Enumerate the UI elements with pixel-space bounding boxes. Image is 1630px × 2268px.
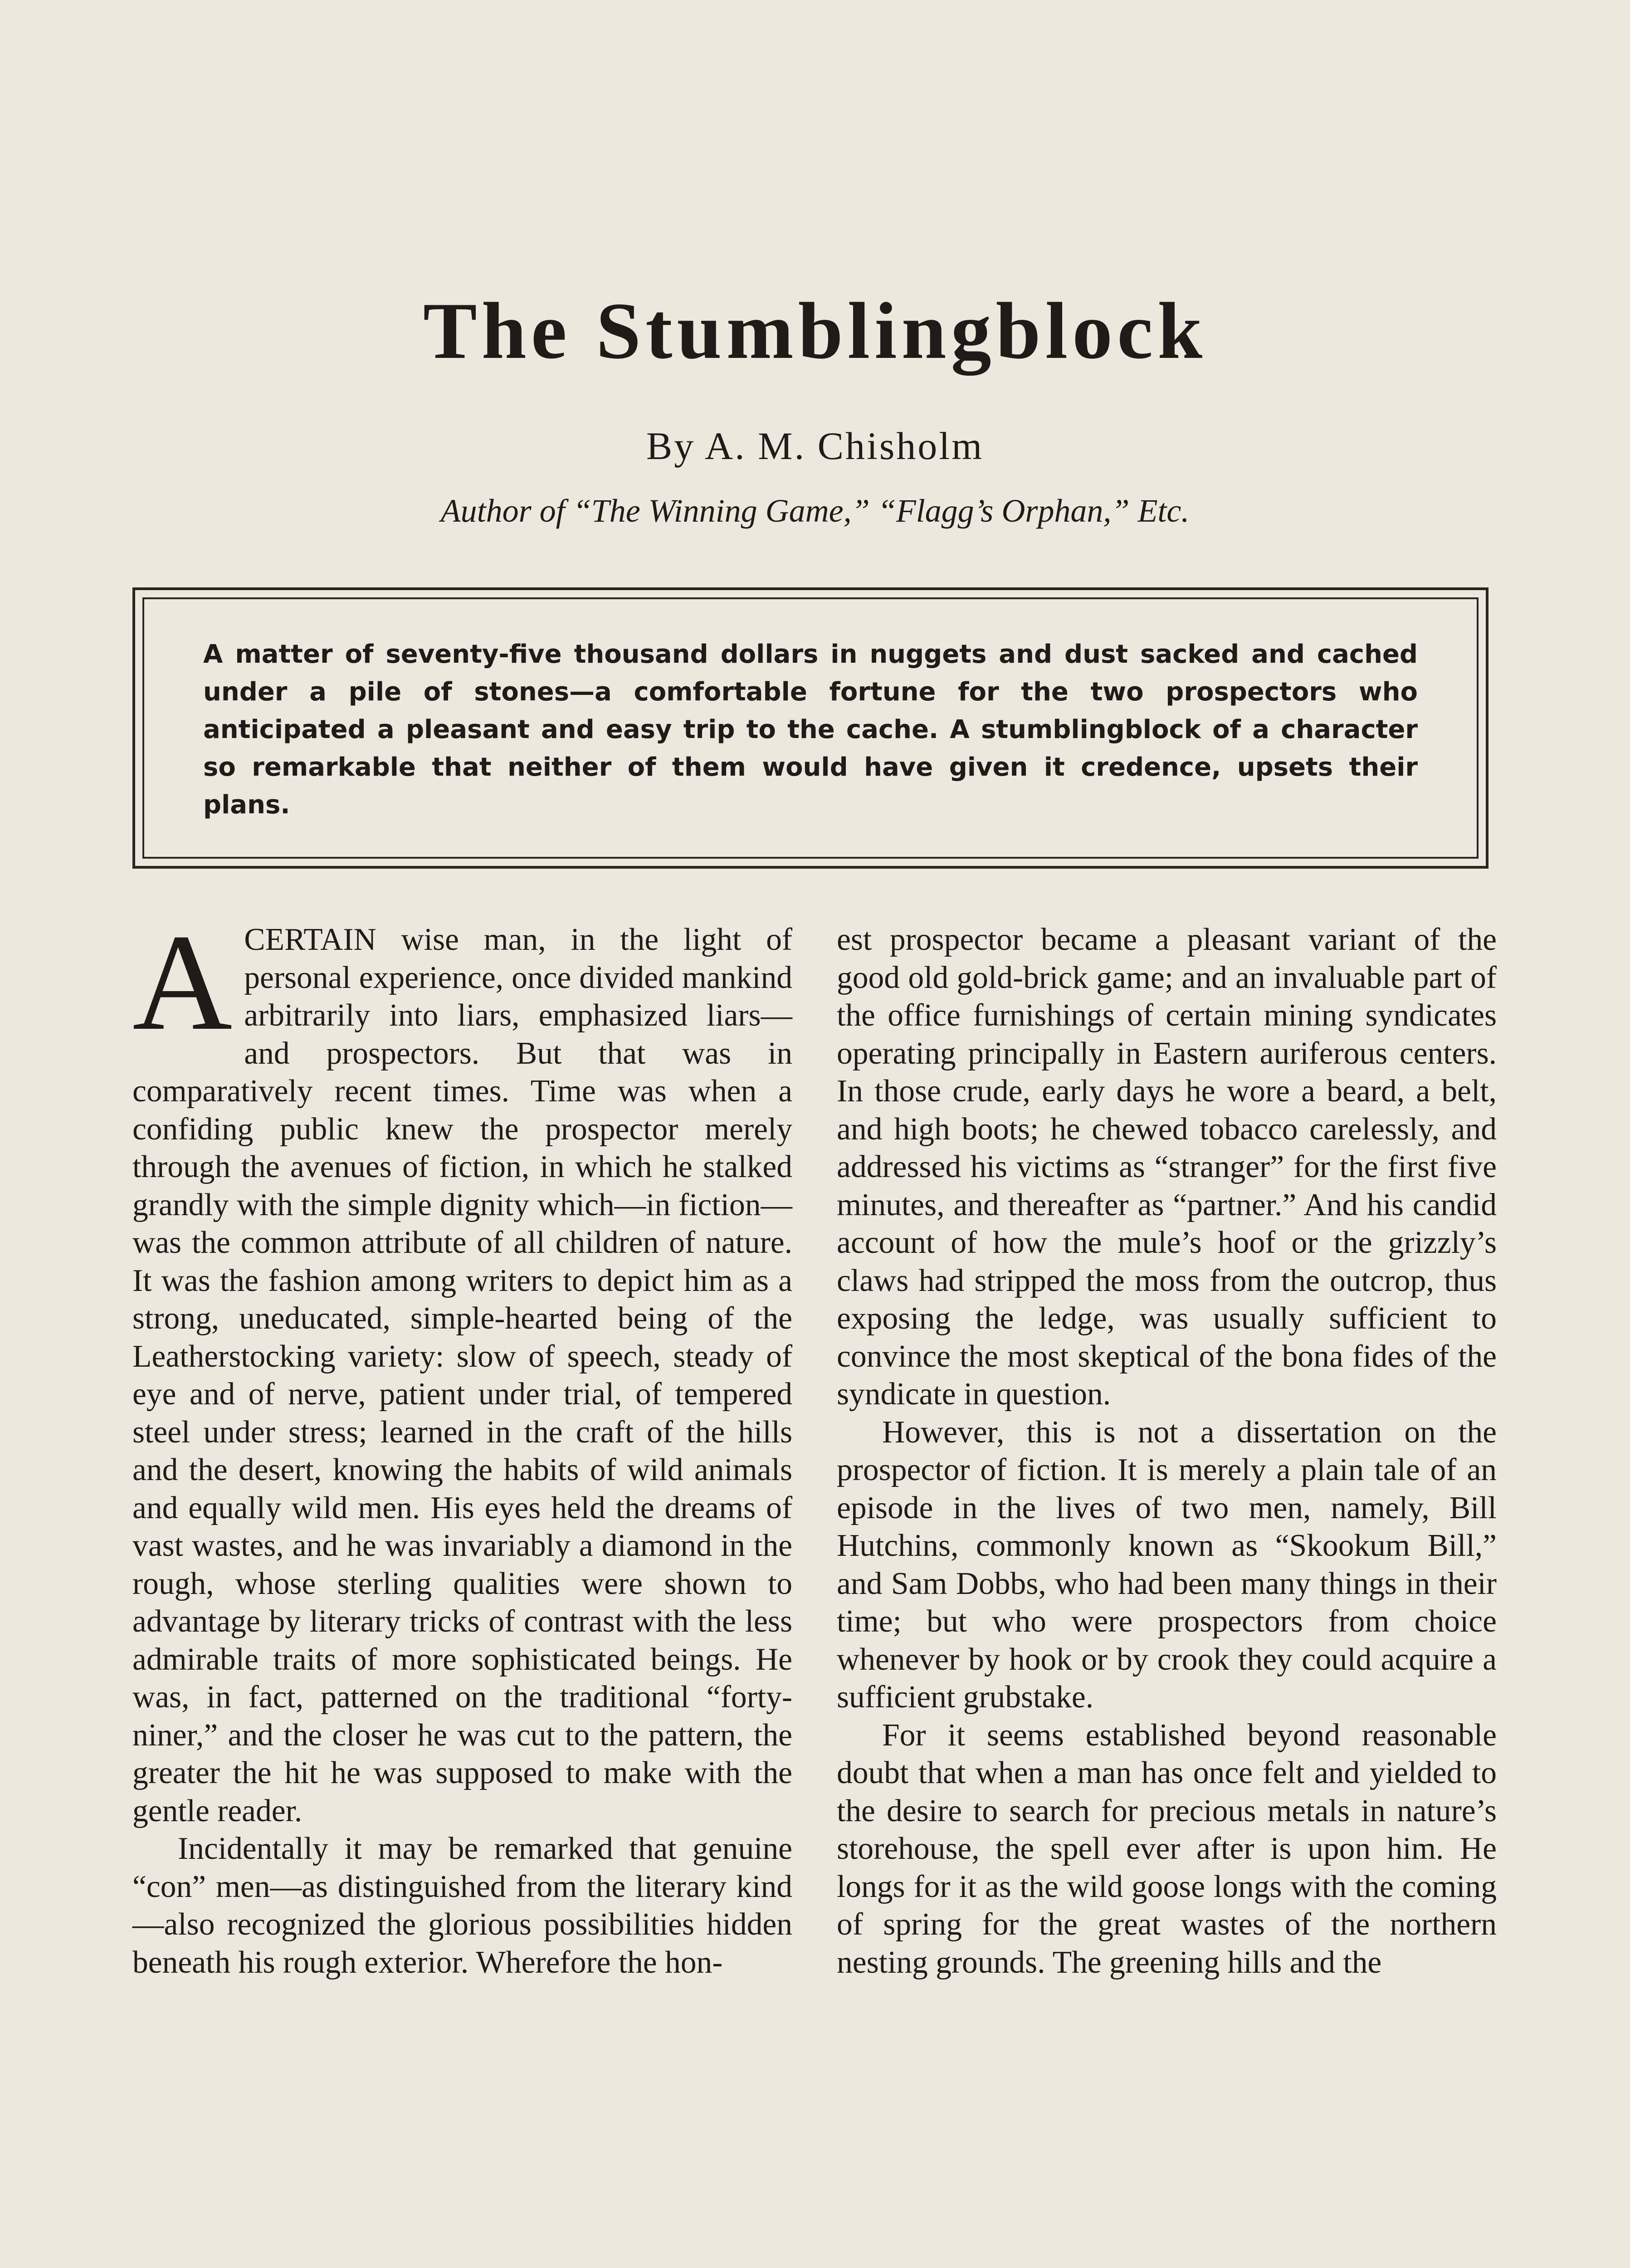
synopsis-box <box>132 587 1488 869</box>
right-column <box>837 921 1497 1981</box>
paragraph: For it seems established beyond reasonable doubt that when a man has once felt and yielded to the desire to search for precious metals in nature’s storehouse, the spell ever after is upon him. He longs for it as the wild goose longs with the coming of spring for the great wastes of the northern nesting grounds. The greening hills and the <box>837 1717 1497 1980</box>
paragraph: Incidentally it may be remarked that genuine “con” men—as distinguished from the literary kind—also recognized the glorious possibilities hidden beneath his rough exterior. Wherefore the hon- <box>132 1831 792 1980</box>
synopsis-inner-border <box>142 597 1479 859</box>
paragraph: However, this is not a dissertation on the prospector of fiction. It is merely a plain tale of an episode in the lives of two men, namely, Bill Hutchins, commonly known as “Skookum Bill,” and Sam Dobbs, who had been many things in their time; but who were prospectors from choice whenever by hook or by crook they could acquire a sufficient grubstake. <box>837 1414 1497 1715</box>
opening-paragraph <box>132 905 792 1830</box>
story-title: The Stumblingblock <box>423 286 1207 376</box>
byline: By A. M. Chisholm <box>646 424 984 468</box>
synopsis-text: A matter of seventy-five thousand dollars in nuggets and dust sacked and cached under a pile of stones—a comfortable fortune for the two prospectors who anticipated a pleasant and easy trip to the cache. A stumblingblock of a character so remarkable that neither of them would have given it credence, upsets their plans. <box>203 640 1418 820</box>
left-column <box>132 905 792 1981</box>
drop-cap: A <box>132 905 233 1059</box>
paragraph: est prospector became a pleasant variant of the good old gold-brick game; and an invaluable part of the office furnishings of certain mining syndicates operating principally in Eastern auriferous centers. In those crude, early days he wore a beard, a belt, and high boots; he chewed tobacco carelessly, and addressed his victims as “stranger” for the first five minutes, and thereafter as “partner.” And his candid account of how the mule’s hoof or the grizzly’s claws had stripped the moss from the outcrop, thus exposing the ledge, was usually sufficient to convince the most skeptical of the bona fides of the syndicate in question. <box>837 922 1497 1412</box>
author-credits: Author of “The Winning Game,” “Flagg’s Orphan,” Etc. <box>440 493 1190 529</box>
opening-paragraph-text: CERTAIN wise man, in the light of personal experience, once divided mankind arbitrarily into liars, emphasized liars—and prospectors. But that was in comparatively recent times. Time was when a confiding public knew the prospector merely through the avenues of fiction, in which he stalked grandly with the simple dignity which—in fiction—was the common attribute of all children of nature. It was the fashion among writers to depict him as a strong, uneducated, simple-hearted being of the Leatherstocking variety: slow of speech, steady of eye and of nerve, patient under trial, of tempered steel under stress; learned in the craft of the hills and the desert, knowing the habits of wild animals and equally wild men. His eyes held the dreams of vast wastes, and he was invariably a diamond in the rough, whose sterling qualities were shown to advantage by literary tricks of contrast with the less admirable traits of more sophisticated beings. He was, in fact, patterned on the traditional “forty-niner,” and the closer he was cut to the pattern, the greater the hit he was supposed to make with the gentle reader. <box>132 922 792 1828</box>
